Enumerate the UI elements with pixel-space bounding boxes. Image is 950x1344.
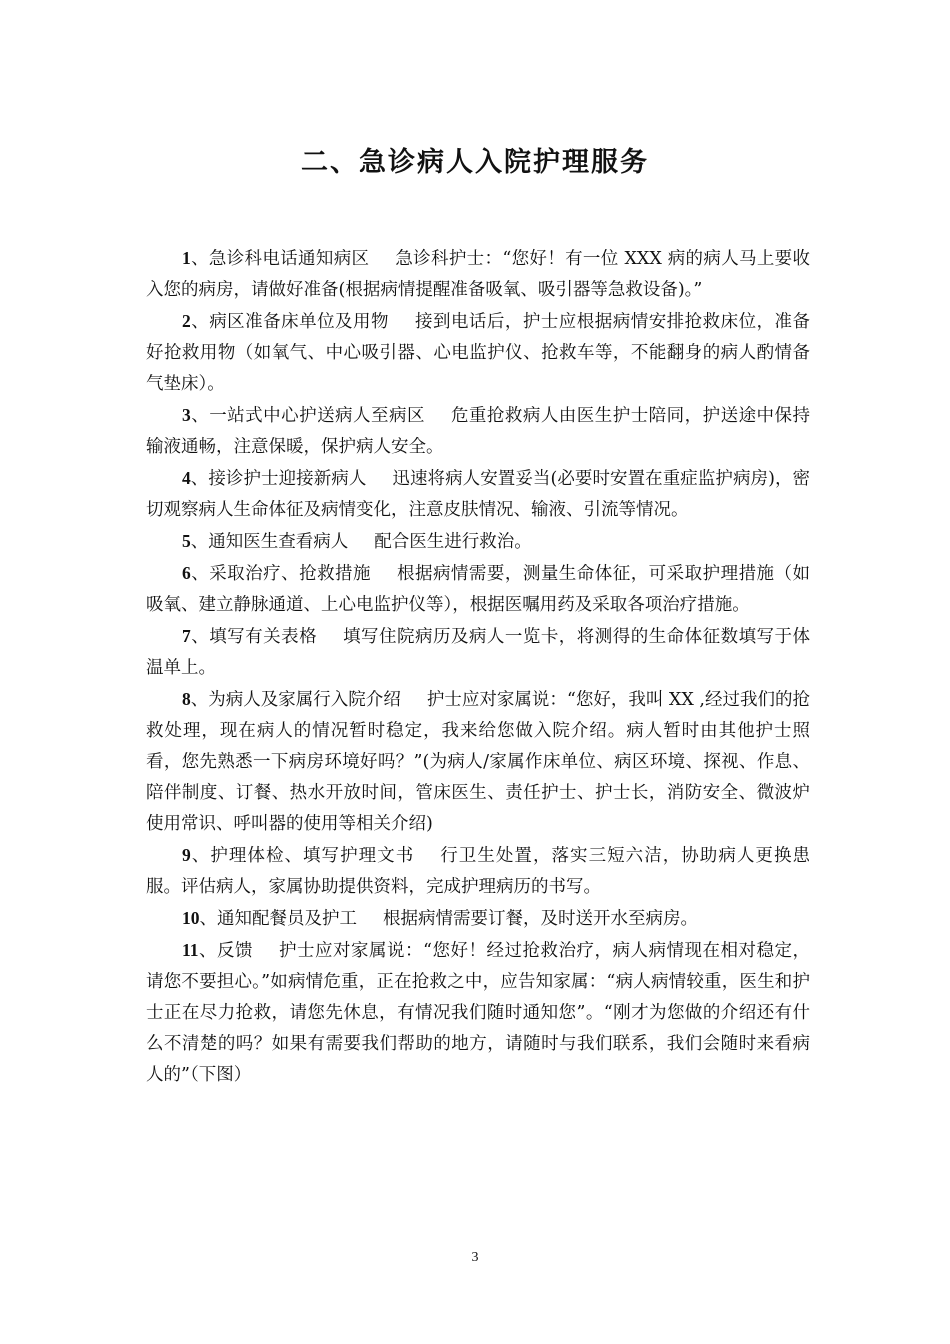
page-number: 3	[471, 1250, 479, 1265]
item-number: 11	[182, 940, 199, 960]
item-text: 危重抢救病人由医生护士陪同，护送途中保持输液通畅，注意保暖，保护病人安全。	[146, 406, 811, 457]
item-text: 迅速将病人安置妥当(必要时安置在重症监护病房)，密切观察病人生命体征及病情变化，注意皮肤情况、输液、引流等情况。	[146, 469, 811, 520]
item-number: 8	[182, 689, 191, 709]
item-heading: 、病区准备床单位及用物	[190, 312, 389, 332]
item-text: 配合医生进行救治。	[374, 532, 532, 552]
item-heading: 、填写有关表格	[190, 627, 318, 647]
item-heading: 、急诊科电话通知病区	[190, 249, 370, 269]
item-number: 5	[182, 531, 191, 551]
item-number: 9	[182, 845, 191, 865]
item-number: 6	[182, 563, 191, 583]
item-text: 行卫生处置，落实三短六洁，协助病人更换患服。评估病人，家属协助提供资料，完成护理病历的书写。	[146, 846, 811, 897]
list-item	[146, 463, 810, 526]
list-item	[146, 243, 810, 306]
item-number: 2	[182, 311, 191, 331]
item-heading: 、接诊护士迎接新病人	[190, 469, 367, 489]
list-item	[146, 306, 810, 400]
item-number: 4	[182, 468, 191, 488]
list-item	[146, 400, 810, 463]
item-heading: 、为病人及家属行入院介绍	[190, 690, 401, 710]
list-item	[146, 558, 810, 621]
item-heading: 、反馈	[198, 941, 254, 961]
list-item	[146, 935, 810, 1091]
list-item	[146, 840, 810, 903]
item-heading: 、通知医生查看病人	[190, 532, 349, 552]
item-text: 急诊科护士：“您好！有一位 XXX 病的病人马上要收入您的病房，请做好准备(根据病情提醒准备吸氧、吸引器等急救设备)。”	[146, 249, 811, 300]
list-item	[146, 526, 810, 558]
list-item	[146, 903, 810, 935]
item-heading: 、采取治疗、抢救措施	[190, 564, 371, 584]
item-number: 7	[182, 626, 191, 646]
item-text: 护士应对家属说：“您好，我叫 XX ,经过我们的抢救处理，现在病人的情况暂时稳定，我来给您做入院介绍。病人暂时由其他护士照看，您先熟悉一下病房环境好吗？”(为病人/家属作床单位、病区环境、探视、作息、陪伴制度、订餐、热水开放时间，管床医生、责任护士、护士长，消防安全、微波炉使用常识、呼叫器的使用等相关介绍)	[146, 690, 810, 834]
item-heading: 、护理体检、填写护理文书	[190, 846, 415, 866]
item-text: 根据病情需要，测量生命体征，可采取护理措施（如吸氧、建立静脉通道、上心电监护仪等），根据医嘱用药及采取各项治疗措施。	[146, 564, 810, 615]
page-title: 二、急诊病人入院护理服务	[301, 147, 649, 178]
item-heading: 、一站式中心护送病人至病区	[190, 406, 425, 426]
document-body	[146, 243, 810, 1091]
item-text: 接到电话后，护士应根据病情安排抢救床位，准备好抢救用物（如氧气、中心吸引器、心电监护仪、抢救车等，不能翻身的病人酌情备气垫床）。	[146, 312, 811, 394]
item-number: 10	[182, 908, 200, 928]
item-number: 1	[182, 248, 191, 268]
item-text: 护士应对家属说：“您好！经过抢救治疗，病人病情现在相对稳定，请您不要担心。”如病情危重，正在抢救之中，应告知家属：“病人病情较重，医生和护士正在尽力抢救，请您先休息，有情况我们随时通知您”。“刚才为您做的介绍还有什么不清楚的吗？如果有需要我们帮助的地方，请随时与我们联系，我们会随时来看病人的”（下图）	[146, 941, 810, 1085]
item-text: 根据病情需要订餐，及时送开水至病房。	[383, 909, 698, 929]
item-heading: 、通知配餐员及护工	[199, 909, 357, 929]
item-text: 填写住院病历及病人一览卡，将测得的生命体征数填写于体温单上。	[146, 627, 811, 678]
item-number: 3	[182, 405, 191, 425]
list-item	[146, 621, 810, 684]
list-item	[146, 684, 810, 840]
